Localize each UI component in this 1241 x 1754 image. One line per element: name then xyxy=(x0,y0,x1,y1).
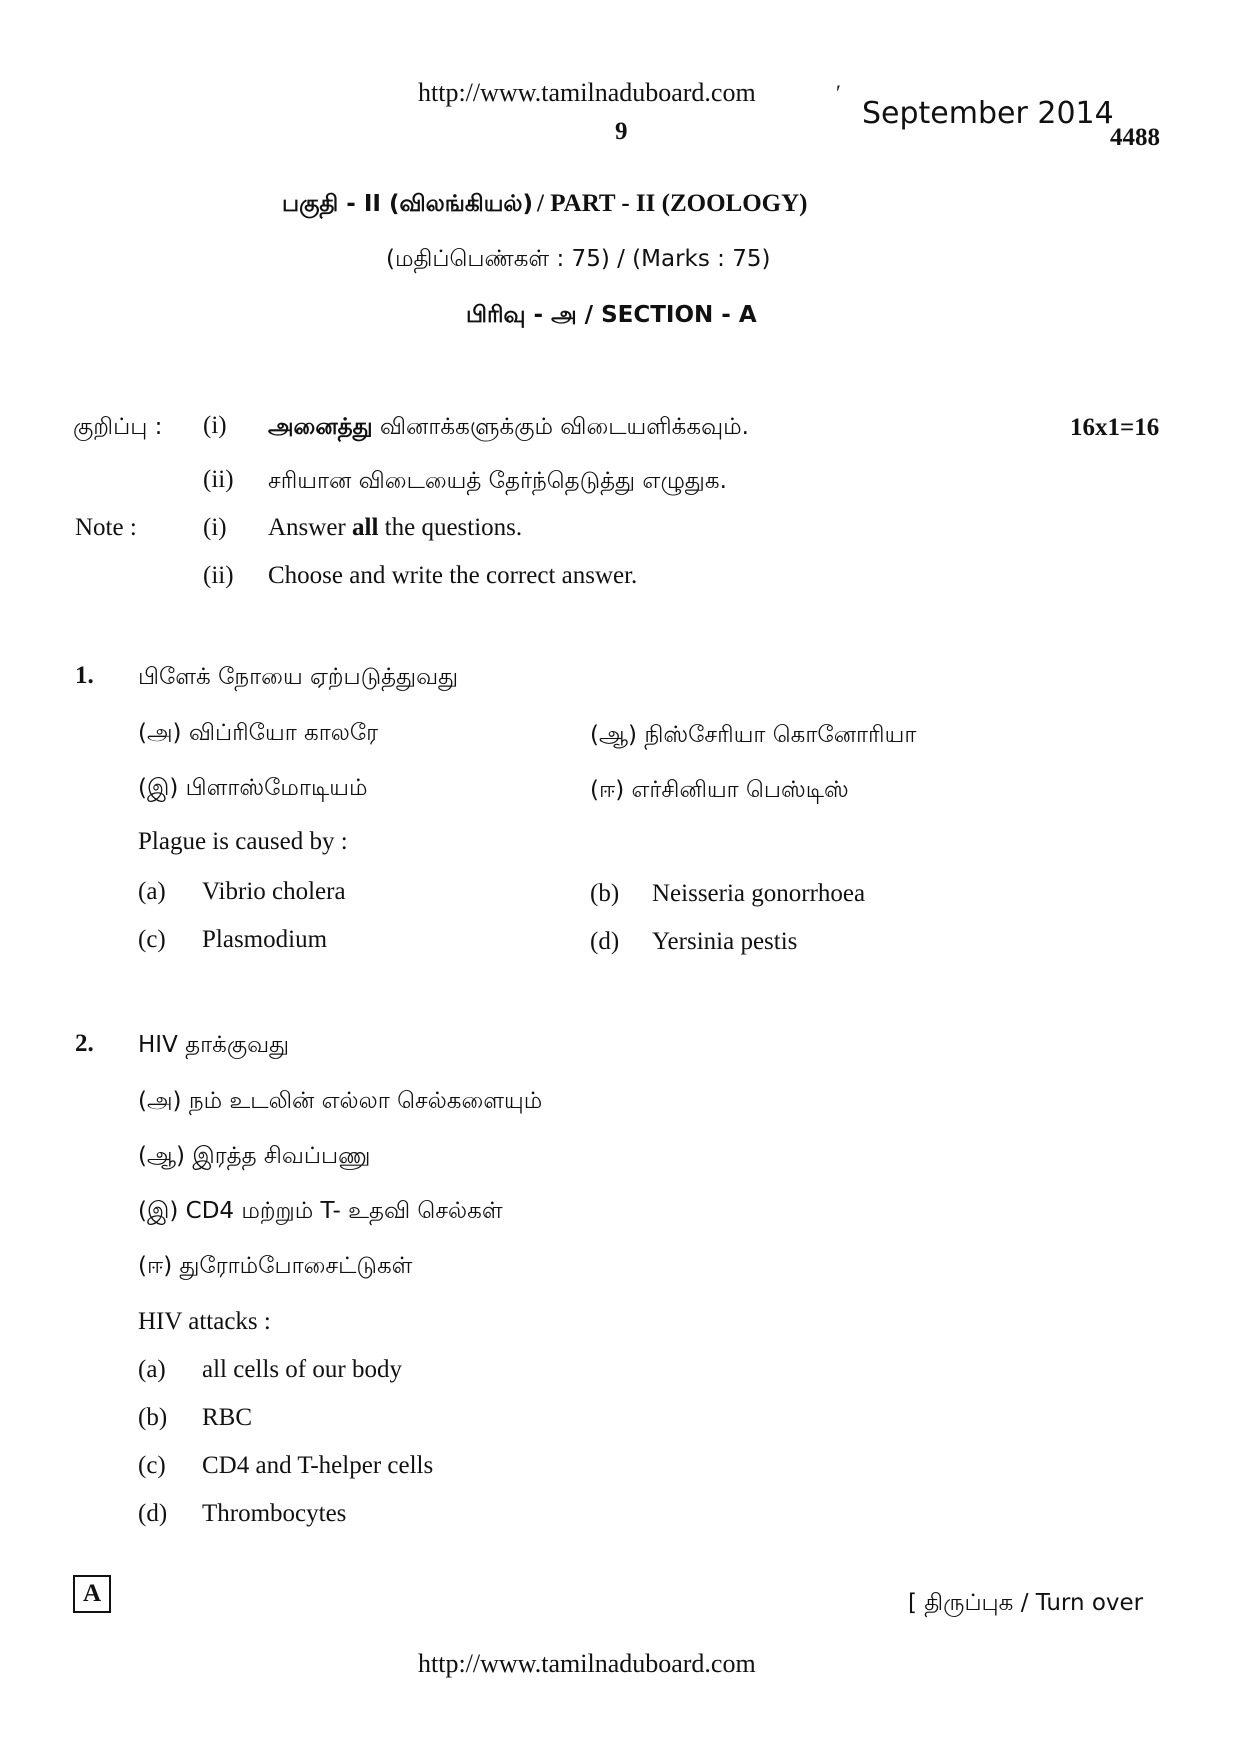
option-text: CD4 and T-helper cells xyxy=(202,1452,434,1479)
section-title: பிரிவு - அ / SECTION - A xyxy=(466,302,757,328)
marks-line: (மதிப்பெண்கள் : 75) / (Marks : 75) xyxy=(386,246,771,272)
option-label: (a) xyxy=(138,878,166,905)
note-item-ta-1-bold: அனைத்து xyxy=(268,414,373,440)
option-text: RBC xyxy=(202,1404,253,1431)
option-ta: (இ) CD4 மற்றும் T- உதவி செல்கள் xyxy=(138,1198,503,1224)
option-ta: (ஈ) எர்சினியா பெஸ்டிஸ் xyxy=(590,777,849,803)
option-text: Plasmodium xyxy=(202,926,328,953)
note-item-en-1-pre: Answer xyxy=(268,514,353,541)
note-label-ta: குறிப்பு : xyxy=(73,414,163,440)
turn-over xyxy=(908,1590,1143,1619)
footer-url: http://www.tamilnaduboard.com xyxy=(418,1649,756,1678)
note-item-ta-1 xyxy=(268,414,749,443)
exam-date: September 2014 xyxy=(862,96,1114,131)
option-ta: (அ) விப்ரியோ காலரே xyxy=(138,720,379,746)
option-label: (d) xyxy=(138,1500,168,1527)
question-en: HIV attacks : xyxy=(138,1308,271,1335)
option-text: all cells of our body xyxy=(202,1356,402,1383)
option-label: (b) xyxy=(590,880,620,907)
option-label: (b) xyxy=(138,1404,168,1431)
question-number: 2. xyxy=(75,1030,94,1057)
option-label: (d) xyxy=(590,928,620,955)
question-ta: பிளேக் நோயை ஏற்படுத்துவது xyxy=(138,664,459,690)
note-num: (i) xyxy=(203,514,227,541)
note-num: (i) xyxy=(203,412,227,439)
part-title-en: / PART - II (ZOOLOGY) xyxy=(537,190,808,217)
option-ta: (ஈ) துரோம்போசைட்டுகள் xyxy=(138,1253,413,1279)
note-item-en-1 xyxy=(268,514,522,542)
option-text: Vibrio cholera xyxy=(202,878,346,905)
part-title xyxy=(282,190,807,220)
note-item-ta-2: சரியான விடையைத் தேர்ந்தெடுத்து எழுதுக. xyxy=(268,468,727,494)
question-en: Plague is caused by : xyxy=(138,828,348,855)
note-num: (ii) xyxy=(203,562,234,589)
option-ta: (அ) நம் உடலின் எல்லா செல்களையும் xyxy=(138,1088,543,1114)
question-ta: HIV தாக்குவது xyxy=(138,1032,290,1058)
option-ta: (இ) பிளாஸ்மோடியம் xyxy=(138,775,368,801)
note-num: (ii) xyxy=(203,466,234,493)
option-text: Neisseria gonorrhoea xyxy=(652,880,866,907)
note-item-en-2: Choose and write the correct answer. xyxy=(268,562,638,589)
header-url: http://www.tamilnaduboard.com xyxy=(418,78,756,107)
option-text: Thrombocytes xyxy=(202,1500,347,1527)
option-ta: (ஆ) நிஸ்சேரியா கொனோரியா xyxy=(590,722,917,748)
part-title-ta: பகுதி - II (விலங்கியல்) xyxy=(282,191,534,217)
option-label: (c) xyxy=(138,926,166,953)
turn-over-text: [ திருப்புக / Turn over xyxy=(908,1590,1144,1616)
option-text: Yersinia pestis xyxy=(652,928,798,955)
booklet-letter-box: A xyxy=(73,1575,111,1613)
note-item-en-1-post: the questions. xyxy=(378,514,523,541)
note-item-en-1-bold: all xyxy=(352,514,379,541)
marks-total: 16x1=16 xyxy=(1070,414,1160,441)
page-number: 9 xyxy=(615,118,628,145)
question-number: 1. xyxy=(75,662,94,689)
option-ta: (ஆ) இரத்த சிவப்பணு xyxy=(138,1143,371,1169)
option-label: (a) xyxy=(138,1356,166,1383)
option-label: (c) xyxy=(138,1452,166,1479)
note-item-ta-1-rest: வினாக்களுக்கும் விடையளிக்கவும். xyxy=(379,414,749,440)
exam-code: 4488 xyxy=(1110,124,1160,151)
header-tick-mark: ′ xyxy=(836,80,841,105)
note-label-en: Note : xyxy=(75,514,137,541)
